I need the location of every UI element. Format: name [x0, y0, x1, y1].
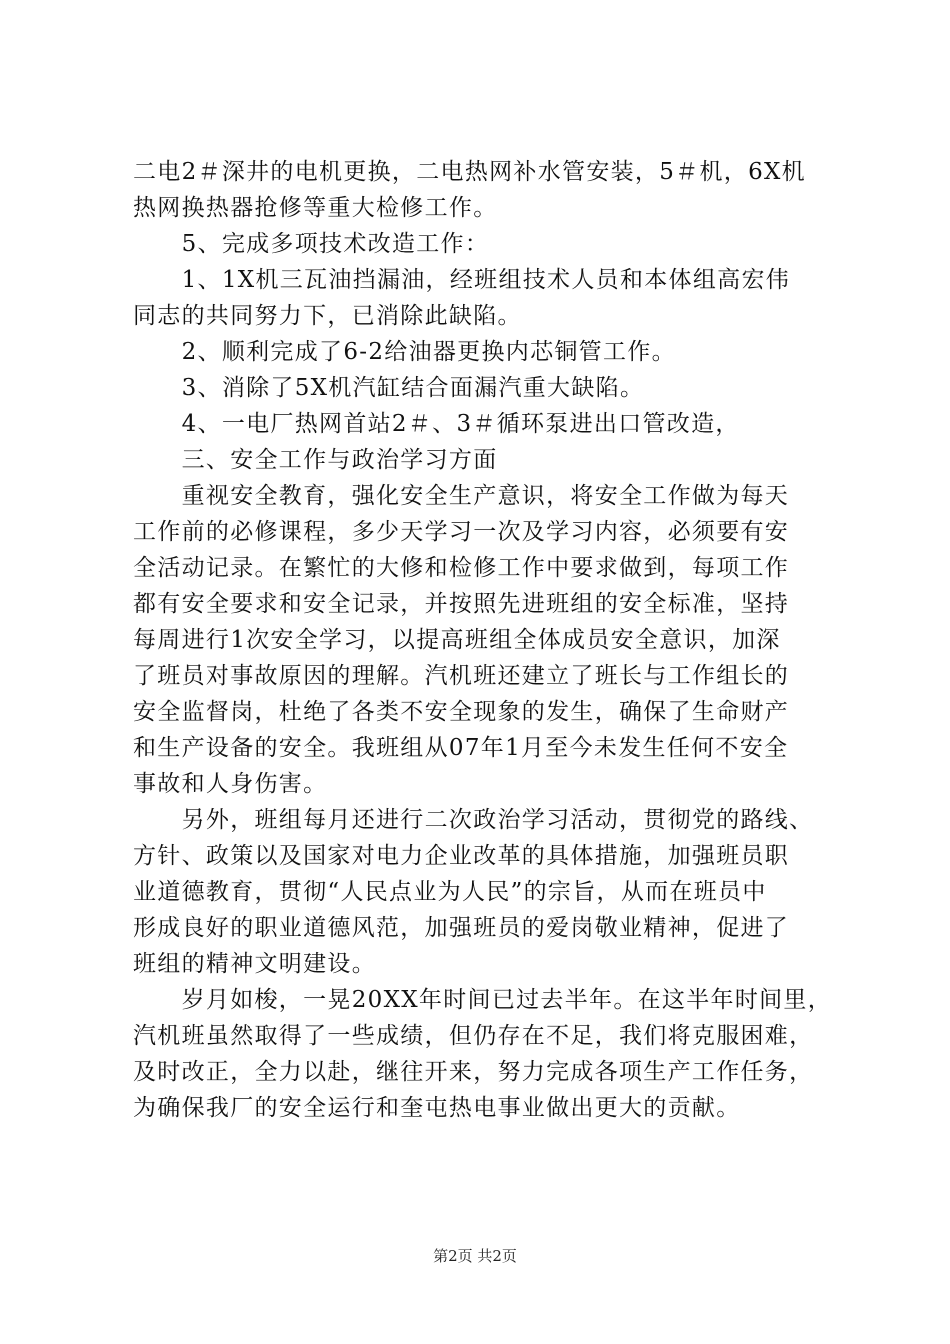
- text-line: 业道德教育，贯彻“人民点业为人民”的宗旨，从而在班员中: [133, 879, 767, 905]
- page-number-footer: 第2页 共2页: [433, 1247, 517, 1265]
- text-line: 形成良好的职业道德风范，加强班员的爱岗敬业精神，促进了: [133, 915, 790, 941]
- text-line: 4、一电厂热网首站2＃、3＃循环泵进出口管改造，: [133, 411, 740, 437]
- text-line: 和生产设备的安全。我班组从07年1月至今未发生任何不安全: [133, 735, 789, 761]
- text-line: 2、顺利完成了6-2给油器更换内芯铜管工作。: [133, 339, 676, 365]
- text-line: 重视安全教育，强化安全生产意识，将安全工作做为每天: [133, 483, 790, 509]
- text-line: 3、消除了5X机汽缸结合面漏汽重大缺陷。: [133, 375, 645, 401]
- text-line: 1、1X机三瓦油挡漏油，经班组技术人员和本体组高宏伟: [133, 267, 791, 293]
- text-line: 岁月如梭，一晃20XX年时间已过去半年。在这半年时间里，: [133, 987, 833, 1013]
- document-body: [133, 154, 833, 1126]
- text-line: 方针、政策以及国家对电力企业改革的具体措施，加强班员职: [133, 843, 790, 869]
- text-line: 5、完成多项技术改造工作：: [133, 231, 490, 257]
- text-line: 及时改正，全力以赴，继往开来，努力完成各项生产工作任务，: [133, 1059, 814, 1085]
- section-heading: 三、安全工作与政治学习方面: [133, 447, 498, 473]
- text-line: 同志的共同努力下，已消除此缺陷。: [133, 303, 522, 329]
- text-line: 班组的精神文明建设。: [133, 951, 376, 977]
- text-line: 每周进行1次安全学习，以提高班组全体成员安全意识，加深: [133, 627, 781, 653]
- text-line: 都有安全要求和安全记录，并按照先进班组的安全标准，坚持: [133, 591, 790, 617]
- text-line: 事故和人身伤害。: [133, 771, 328, 797]
- text-line: 安全监督岗，杜绝了各类不安全现象的发生，确保了生命财产: [133, 699, 790, 725]
- text-line: 工作前的必修课程，多少天学习一次及学习内容，必须要有安: [133, 519, 790, 545]
- text-line: 热网换热器抢修等重大检修工作。: [133, 195, 498, 221]
- text-line: 另外，班组每月还进行二次政治学习活动，贯彻党的路线、: [133, 807, 814, 833]
- text-line: 汽机班虽然取得了一些成绩，但仍存在不足，我们将克服困难，: [133, 1023, 814, 1049]
- text-line: 二电2＃深井的电机更换，二电热网补水管安装，5＃机，6X机: [133, 159, 806, 185]
- text-line: 全活动记录。在繁忙的大修和检修工作中要求做到，每项工作: [133, 555, 790, 581]
- text-line: 为确保我厂的安全运行和奎屯热电事业做出更大的贡献。: [133, 1095, 741, 1121]
- text-line: 了班员对事故原因的理解。汽机班还建立了班长与工作组长的: [133, 663, 790, 689]
